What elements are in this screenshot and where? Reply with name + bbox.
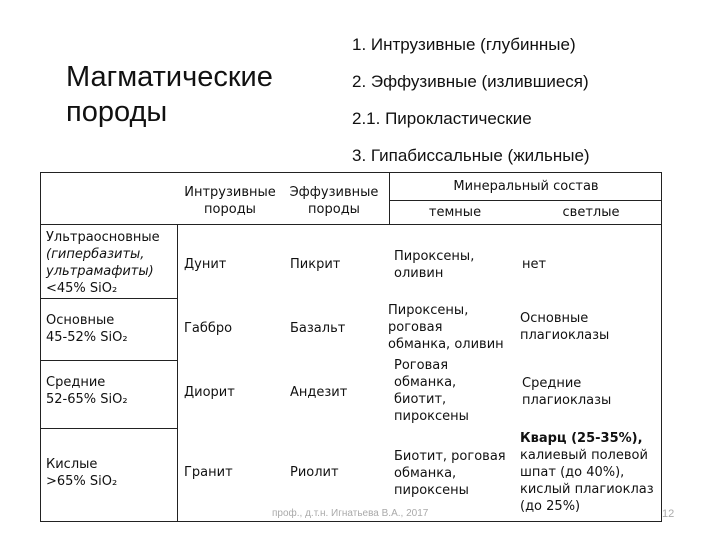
page-number: 12 bbox=[662, 508, 675, 520]
intrusive-rock: Диорит bbox=[184, 385, 235, 400]
intrusive-rock: Гранит bbox=[184, 465, 233, 480]
dark-minerals: Пироксены, роговая обманка, оливин bbox=[388, 303, 504, 352]
header-bottom-line bbox=[40, 224, 662, 225]
group-basic: Основные 45-52% SiO₂ bbox=[46, 313, 128, 345]
header-dark: темные bbox=[428, 205, 482, 220]
intrusive-rock: Дунит bbox=[184, 257, 227, 272]
rock-classes-list bbox=[352, 34, 590, 182]
class-item: 1. Интрузивные (глубинные) bbox=[352, 35, 576, 54]
effusive-rock: Андезит bbox=[290, 385, 348, 400]
effusive-rock: Базальт bbox=[290, 321, 346, 336]
class-item: 2. Эффузивные (излившиеся) bbox=[352, 72, 589, 91]
intrusive-rock: Габбро bbox=[184, 321, 233, 336]
header-light: светлые bbox=[562, 205, 620, 220]
row-line-2 bbox=[40, 360, 178, 361]
class-item: 3. Гипабиссальные (жильные) bbox=[352, 146, 590, 165]
row-line-1 bbox=[40, 298, 178, 299]
dark-minerals: Биотит, роговая обманка, пироксены bbox=[394, 449, 506, 498]
slide-title bbox=[66, 60, 273, 130]
dark-minerals: Пироксены, оливин bbox=[394, 249, 475, 281]
light-minerals: Кварц (25-35%), калиевый полевой шпат (до 40%), кислый плагиоклаз (до 25%) bbox=[520, 431, 654, 514]
row-line-3 bbox=[40, 428, 178, 429]
mineral-subheader-line bbox=[389, 200, 662, 201]
header-intrusive: Интрузивные породы bbox=[184, 185, 276, 217]
group-acidic: Кислые >65% SiO₂ bbox=[46, 457, 118, 489]
light-minerals: Средние плагиоклазы bbox=[522, 376, 612, 408]
effusive-rock: Риолит bbox=[290, 465, 339, 480]
class-item: 2.1. Пирокластические bbox=[352, 109, 532, 128]
light-minerals: нет bbox=[522, 257, 547, 272]
footer-author: проф., д.т.н. Игнатьева В.А., 2017 bbox=[272, 508, 429, 519]
effusive-rock: Пикрит bbox=[290, 257, 341, 272]
col-line-1 bbox=[177, 224, 178, 522]
group-intermediate: Средние 52-65% SiO₂ bbox=[46, 375, 128, 407]
group-ultrabasic: Ультраосновные (гипербазиты, ультрамафиты) <45% SiO₂ bbox=[46, 230, 160, 296]
header-mineral: Минеральный состав bbox=[453, 179, 599, 194]
header-effusive: Эффузивные породы bbox=[289, 185, 379, 217]
light-minerals: Основные плагиоклазы bbox=[520, 311, 610, 343]
title-line-1: Магматические bbox=[66, 61, 273, 93]
dark-minerals: Роговая обманка, биотит, пироксены bbox=[394, 358, 469, 424]
title-line-2: породы bbox=[66, 96, 168, 128]
